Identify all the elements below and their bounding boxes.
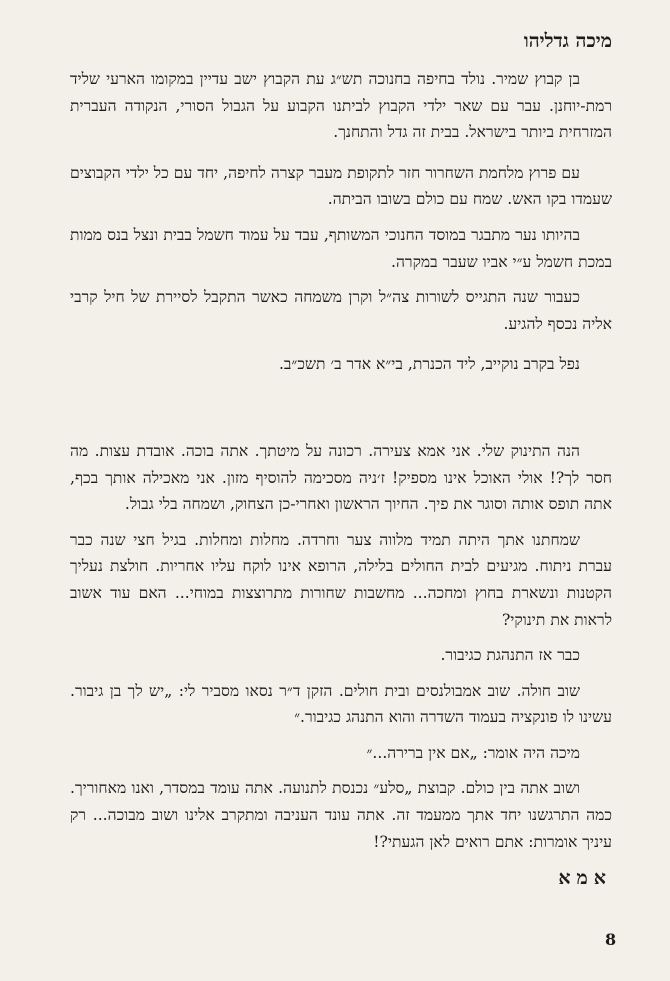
letter-paragraph: הנה התינוק שלי. אני אמא צעירה. רכונה על מיטתך. אתה בוכה. אובדת עצות. מה חסר לך?! אולי האוכל אינו מספיק! ז׳ניה מסכימה להוסיף מזון. אני מאכילה אותך בכף, אתה תופס אותה וסוגר את פיך. החיוך הראשון ואחרי-כן הצחוק, ושמחה בלי גבול.	[70, 441, 612, 514]
bio-paragraph: נפל בקרב נוקייב, ליד הכנרת, בי״א אדר ב׳ תשכ״ב.	[278, 355, 580, 374]
letter-paragraph: ושוב אתה בין כולם. קבוצת „סלע״ נכנסת לתנועה. אתה עומד במסדר, ואנו מאחוריך. כמה התרגשנו יחד אתך ממעמד זה. אתה עונד העניבה ומתקרב אלינו ושוב מבוכה... רק עיניך אומרות: אתם רואים לאן הגעתי?!	[70, 779, 612, 851]
letter-paragraph: שוב חולה. שוב אמבולנסים ובית חולים. הזקן ד״ר נסאו מסביר לי: „יש לך בן גיבור. עשינו לו פונקציה בעמוד השדרה והוא התנהג כגיבור.״	[70, 681, 612, 727]
bio-paragraph: כעבור שנה התגייס לשורות צה״ל וקרן משמחה כאשר התקבל לסיירת של חיל קרבי אליה נכסף להגיע.	[70, 288, 612, 333]
signature: אמא	[558, 867, 612, 890]
letter-paragraph: כבר אז התנהגת כגיבור.	[440, 646, 580, 665]
bio-paragraph: בהיותו נער מתבגר במוסד החנוכי המשותף, עבד על עמוד חשמל בבית ונצל בנס ממות במכת חשמל ע״י אביו שעבר במקרה.	[70, 225, 612, 271]
letter-paragraph: מיכה היה אומר: „אם אין ברירה...״	[366, 743, 580, 762]
page-number: 8	[605, 930, 617, 949]
bio-paragraph: בן קבוץ שמיר. נולד בחיפה בחנוכה תש״ג עת הקבוץ ישב עדיין במקומו הארעי שליד רמת-יוחנן. עבר עם שאר ילדי הקבוץ לביתנו הקבוע על הגבול הסורי, הנקודה העברית המזרחית ביותר בישראל. בבית זה גדל והתחנך.	[70, 70, 612, 142]
bio-paragraph: עם פרוץ מלחמת השחרור חזר לתקופת מעבר קצרה לחיפה, יחד עם כל ילדי הקבוצים שעמדו בקו האש. שמח עם כולם בשובו הביתה.	[70, 163, 612, 209]
page-title: מיכה גדליהו	[523, 30, 612, 52]
letter-paragraph: שמחתנו אתך היתה תמיד מלווה צער וחרדה. מחלות ומחלות. בגיל חצי שנה כבר עברת ניתוח. מגיעים לבית החולים בלילה, הרופא אינו לוקח עליו אחריות. חולצת נעליך הקטנות ונשארת בחוץ ומחכה... מחשבות שחורות מתרוצצות במוחי... האם עוד אשוב לראות את תינוקי?	[70, 530, 612, 629]
